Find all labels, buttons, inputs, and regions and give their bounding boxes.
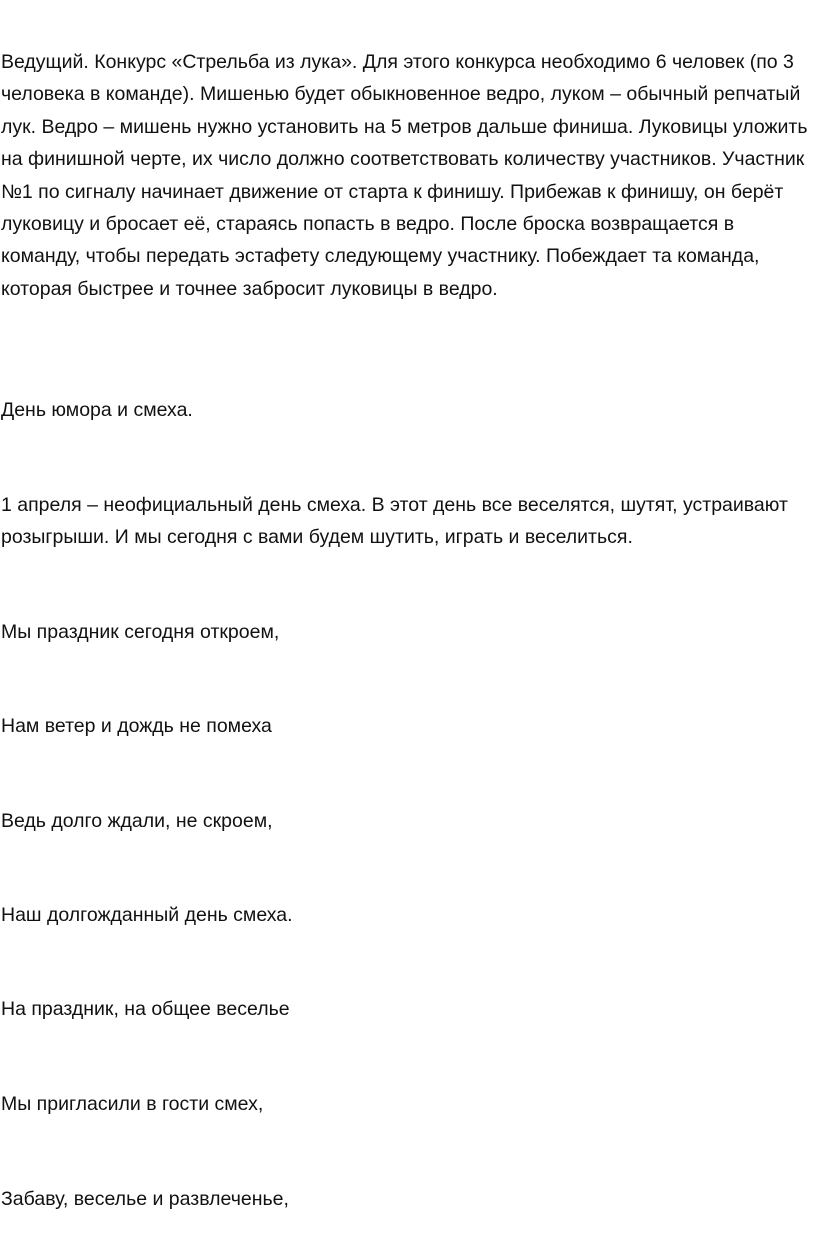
poem-line: Наш долгожданный день смеха.	[1, 904, 293, 926]
poem-line: Ведь долго ждали, не скроем,	[1, 810, 273, 832]
poem-line: Мы пригласили в гости смех,	[1, 1093, 264, 1115]
poem-line: На праздник, на общее веселье	[1, 998, 290, 1020]
april-paragraph: 1 апреля – неофициальный день смеха. В этот день все веселятся, шутят, устраивают розыгрыши. И мы сегодня с вами будем шутить, играть и веселиться.	[1, 494, 788, 549]
poem-line: Нам ветер и дождь не помеха	[1, 715, 272, 737]
poem-line: Мы праздник сегодня откроем,	[1, 621, 280, 643]
poem-line: Забаву, веселье и развлеченье,	[1, 1188, 289, 1210]
contest-paragraph: Ведущий. Конкурс «Стрельба из лука». Для этого конкурса необходимо 6 человек (по 3 человека в команде). Мишенью будет обыкновенное ведро, луком – обычный репчатый лук. Ведро – мишень нужно установить на 5 метров дальше финиша. Луковицы уложить на финишной черте, их число должно соответствовать количеству участников. Участник №1 по сигналу начинает движение от старта к финишу. Прибежав к финишу, он берёт луковицу и бросает её, стараясь попасть в ведро. После броска возвращается в команду, чтобы передать эстафету следующему участнику. Побеждает та команда, которая быстрее и точнее забросит луковицы в ведро.	[1, 51, 808, 300]
section-heading: День юмора и смеха.	[1, 399, 193, 421]
